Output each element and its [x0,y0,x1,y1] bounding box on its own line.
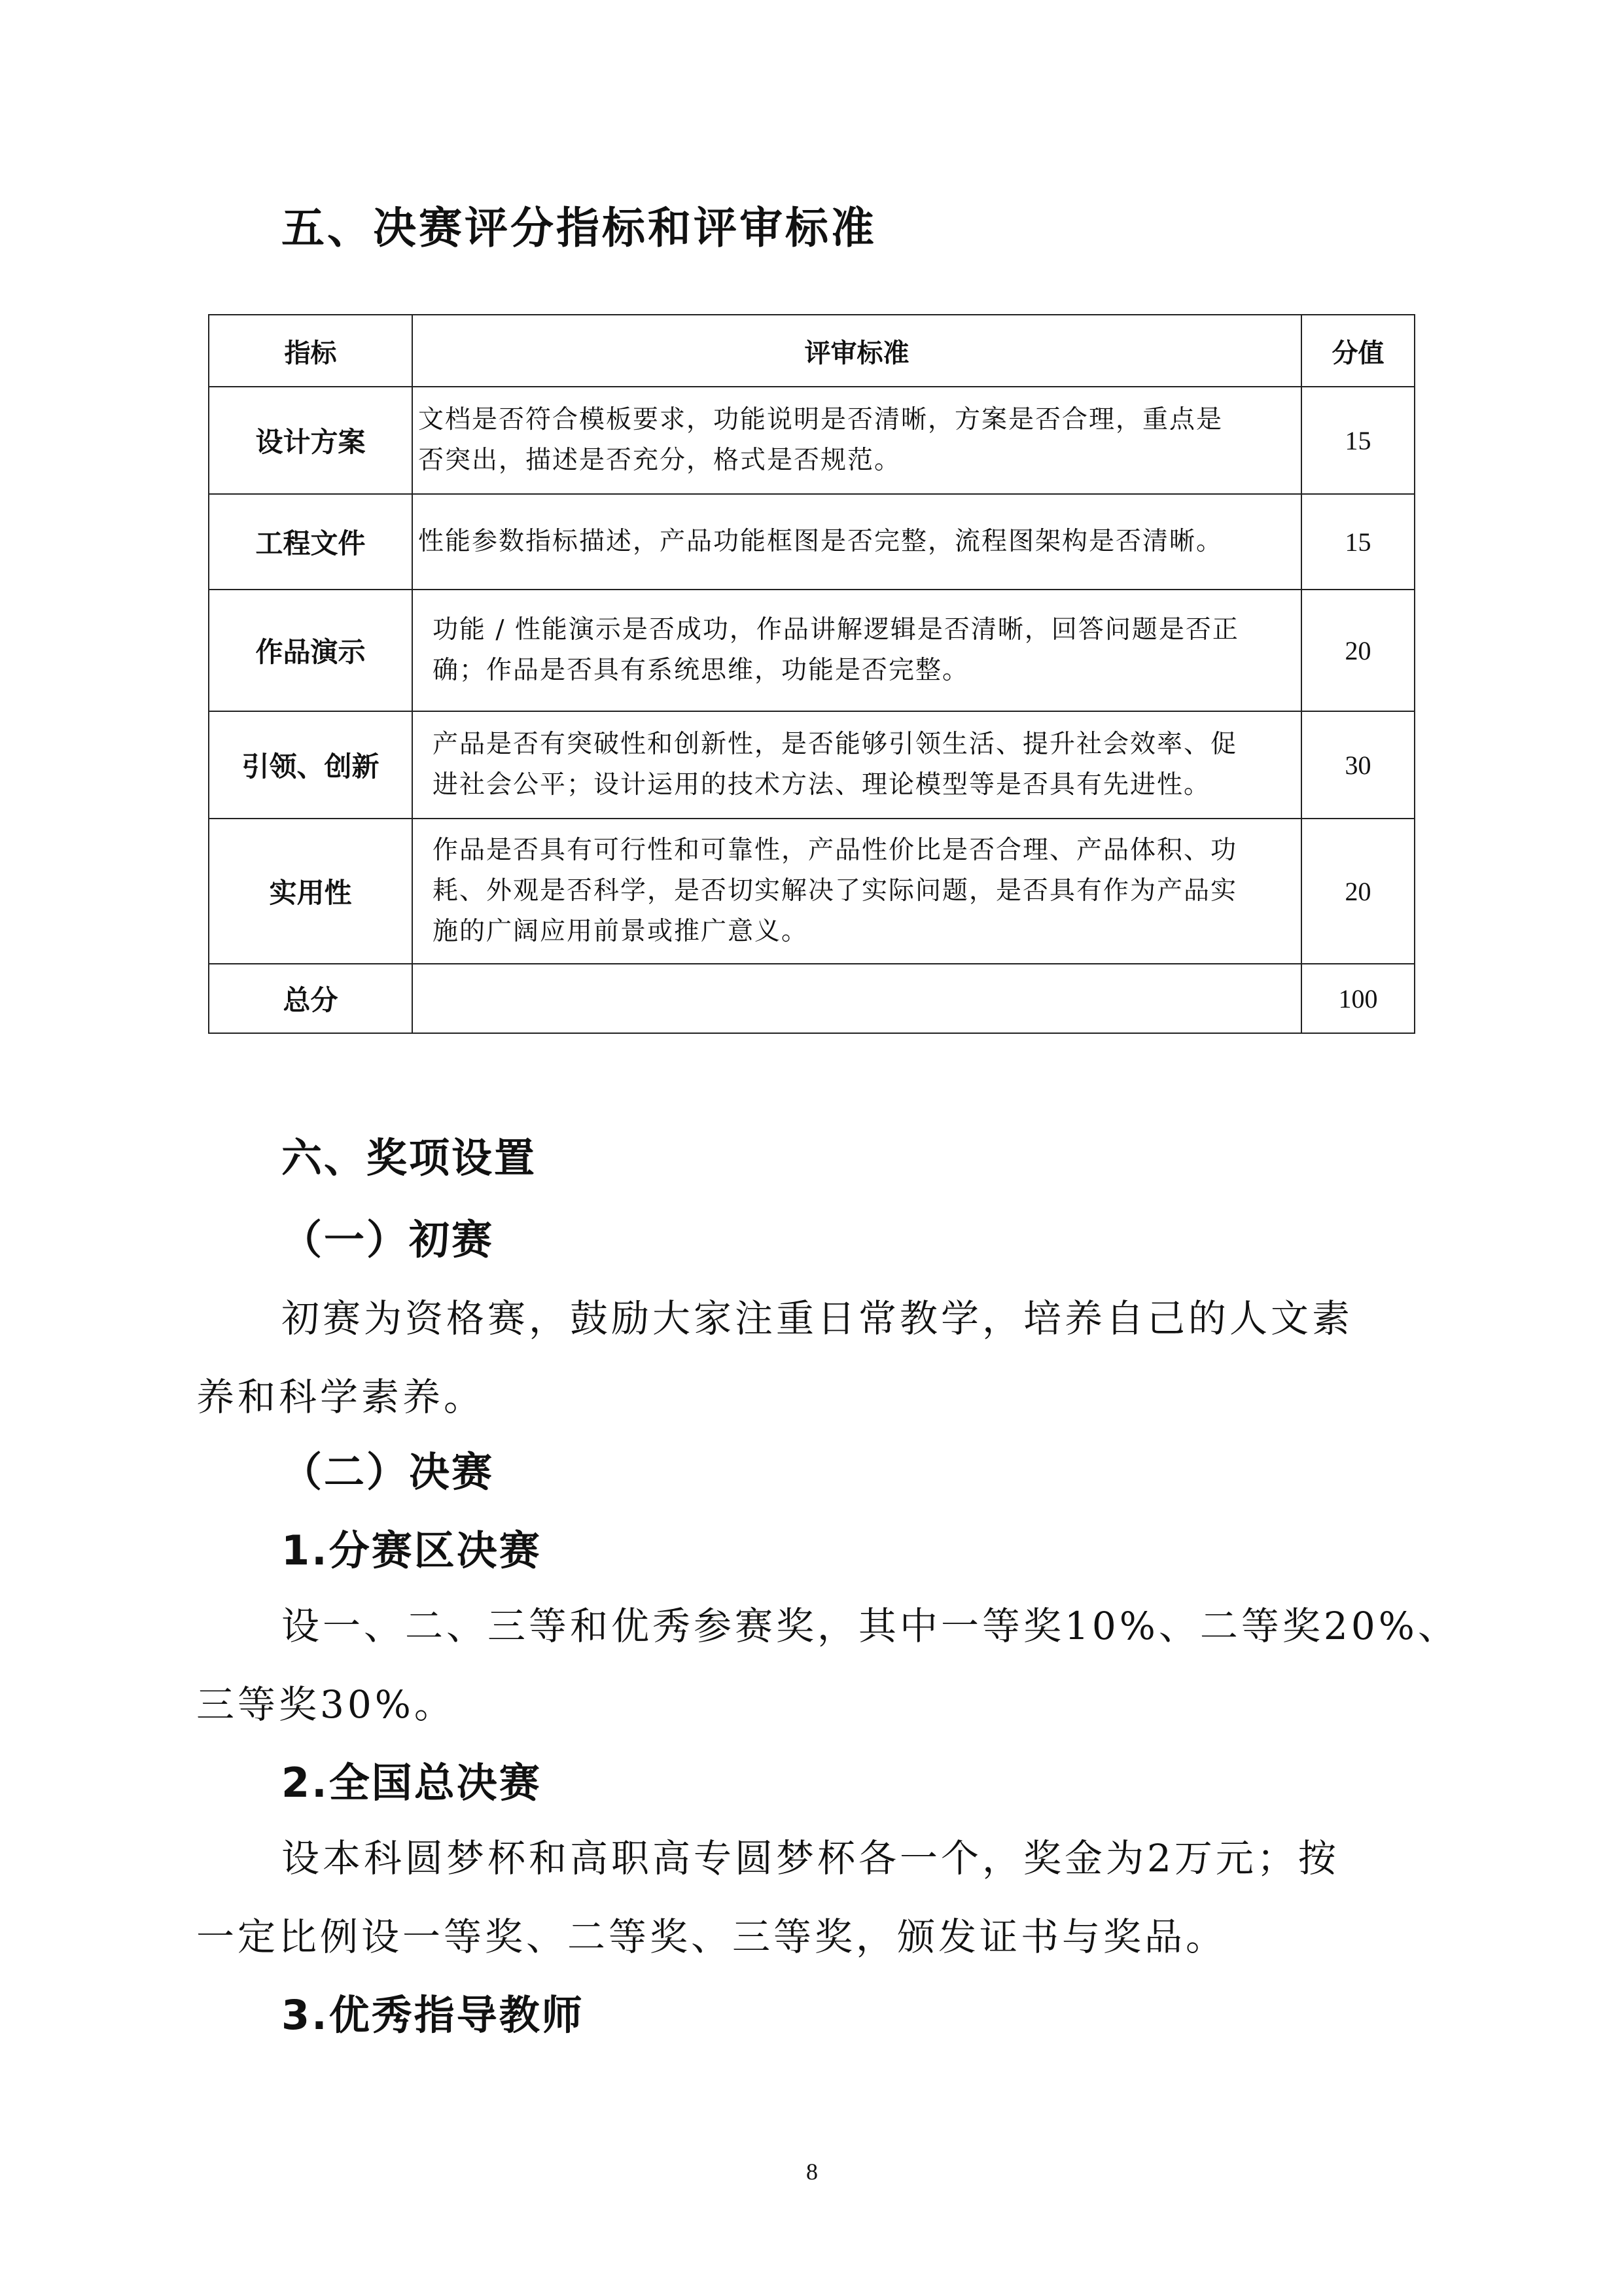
header-indicator: 指标 [209,315,412,387]
row-score: 20 [1301,590,1415,711]
item-excellent-advisor-heading: 3.优秀指导教师 [281,1991,584,2039]
criteria-line: 功能 / 性能演示是否成功，作品讲解逻辑是否清晰，回答问题是否正 [432,615,1239,645]
row-indicator: 实用性 [209,819,412,964]
subsection-preliminary-heading: （一）初赛 [281,1216,495,1263]
criteria-line: 文档是否符合模板要求，功能说明是否清晰，方案是否合理，重点是 [418,405,1224,434]
table-row [209,711,1415,819]
item-national-final-heading: 2.全国总决赛 [281,1759,542,1807]
section-6-heading: 六、奖项设置 [281,1134,537,1182]
paragraph-line: 养和科学素养。 [196,1375,485,1419]
page-number: 8 [806,2159,818,2185]
row-indicator: 作品演示 [209,590,412,711]
row-score: 30 [1301,711,1415,819]
table-row [209,387,1415,494]
row-criteria [412,387,1301,494]
row-indicator: 工程文件 [209,494,412,590]
row-indicator: 引领、创新 [209,711,412,819]
row-criteria [412,819,1301,964]
criteria-line: 确；作品是否具有系统思维，功能是否完整。 [432,656,970,685]
paragraph-line: 设本科圆梦杯和高职高专圆梦杯各一个，奖金为2万元；按 [281,1836,1339,1881]
criteria-line: 否突出，描述是否充分，格式是否规范。 [418,446,902,475]
total-score: 100 [1301,964,1415,1033]
table-row [209,494,1415,590]
section-5-heading: 五、决赛评分指标和评审标准 [281,203,877,253]
criteria-line: 性能参数指标描述，产品功能框图是否完整，流程图架构是否清晰。 [418,527,1224,556]
paragraph-line: 一定比例设一等奖、二等奖、三等奖，颁发证书与奖品。 [196,1915,1227,1959]
row-criteria [412,494,1301,590]
paragraph-line: 三等奖30%。 [196,1682,455,1727]
criteria-line: 施的广阔应用前景或推广意义。 [432,917,809,946]
criteria-line: 产品是否有突破性和创新性，是否能够引领生活、提升社会效率、促 [432,730,1238,759]
table-row [209,819,1415,964]
criteria-line: 作品是否具有可行性和可靠性，产品性价比是否合理、产品体积、功 [432,836,1238,865]
scoring-criteria-table [208,314,1415,1034]
paragraph-line: 设一、二、三等和优秀参赛奖，其中一等奖10%、二等奖20%、 [281,1604,1459,1648]
item-regional-final-heading: 1.分赛区决赛 [281,1527,542,1574]
paragraph-line: 初赛为资格赛，鼓励大家注重日常教学，培养自己的人文素 [281,1296,1354,1341]
header-criteria: 评审标准 [412,315,1301,387]
total-label: 总分 [209,964,412,1033]
row-score: 15 [1301,387,1415,494]
preliminary-paragraph [196,1279,1426,1436]
row-score: 20 [1301,819,1415,964]
table-total-row [209,964,1415,1033]
table-header-row [209,315,1415,387]
criteria-line: 耗、外观是否科学，是否切实解决了实际问题，是否具有作为产品实 [432,876,1238,906]
subsection-final-heading: （二）决赛 [281,1448,495,1496]
header-score: 分值 [1301,315,1415,387]
row-indicator: 设计方案 [209,387,412,494]
national-final-paragraph [196,1819,1426,1976]
regional-final-paragraph [196,1587,1459,1744]
row-criteria [412,711,1301,819]
criteria-line: 进社会公平；设计运用的技术方法、理论模型等是否具有先进性。 [432,770,1211,800]
table-row [209,590,1415,711]
row-criteria [412,590,1301,711]
total-criteria [412,964,1301,1033]
row-score: 15 [1301,494,1415,590]
